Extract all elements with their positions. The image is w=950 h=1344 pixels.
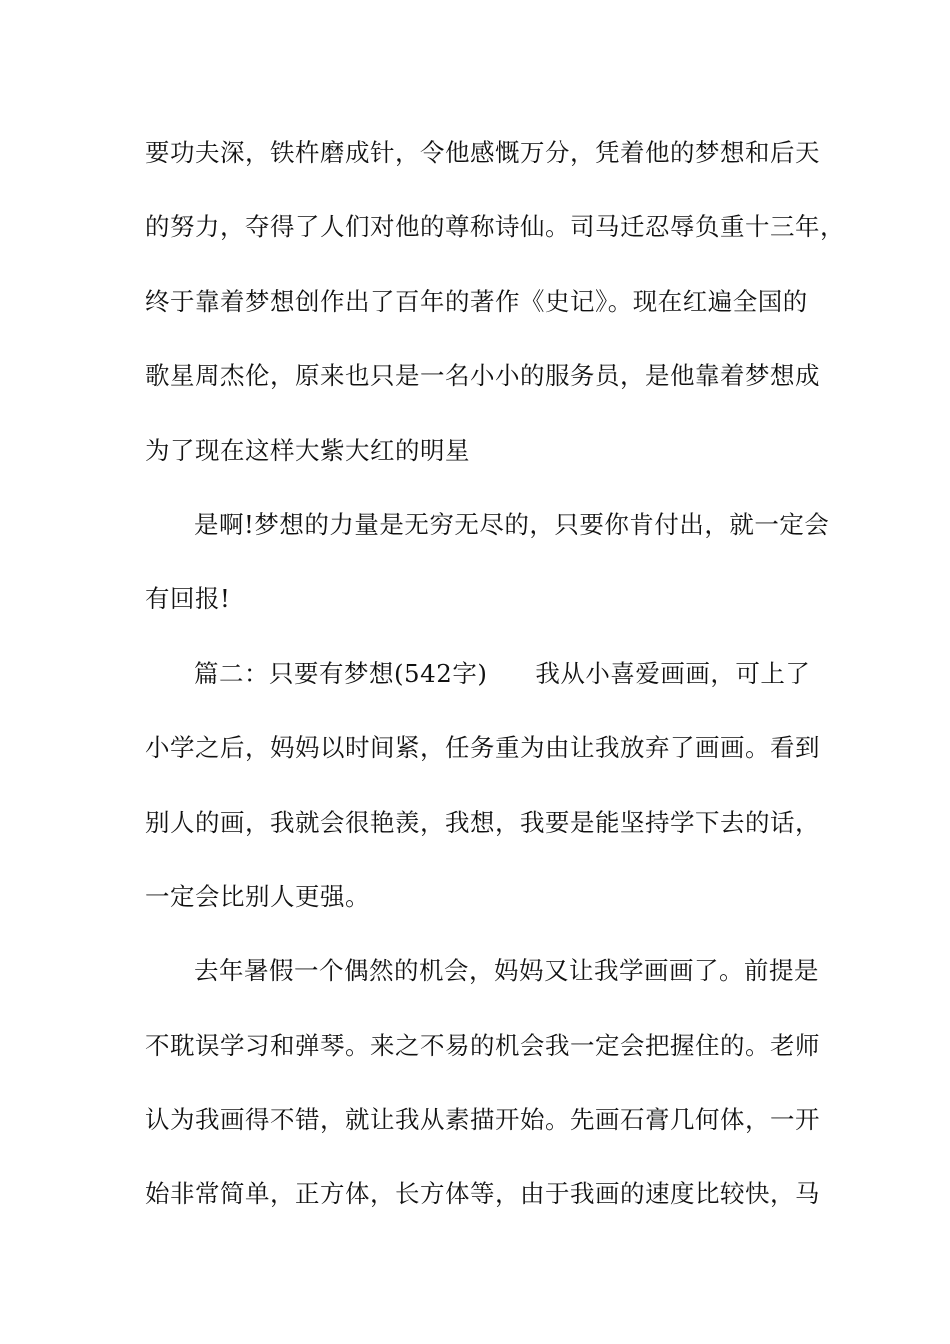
text-line: 的努力，夺得了人们对他的尊称诗仙。司马迁忍辱负重十三年，	[145, 212, 845, 242]
text-line: 认为我画得不错，就让我从素描开始。先画石膏几何体，一开	[145, 1105, 820, 1135]
text-line: 歌星周杰伦，原来也只是一名小小的服务员，是他靠着梦想成	[145, 361, 820, 391]
section-heading-line	[145, 647, 825, 721]
text-line: 为了现在这样大紫大红的明星	[145, 435, 470, 465]
text-line: 有回报!	[145, 584, 231, 614]
section-opening-text: 我从小喜爱画画，可上了	[535, 658, 811, 688]
text-line: 不耽误学习和弹琴。来之不易的机会我一定会把握住的。老师	[145, 1030, 820, 1060]
document-body	[145, 126, 845, 1242]
text-line: 一定会比别人更强。	[145, 881, 370, 911]
paragraph-start-line: 是啊!梦想的力量是无穷无尽的，只要你肯付出，就一定会	[194, 509, 830, 539]
paragraph-start-line: 去年暑假一个偶然的机会，妈妈又让我学画画了。前提是	[194, 956, 819, 986]
text-line: 终于靠着梦想创作出了百年的著作《史记》。现在红遍全国的	[145, 286, 808, 316]
text-line: 别人的画，我就会很艳羡，我想，我要是能坚持学下去的话，	[145, 807, 820, 837]
text-line: 要功夫深，铁杵磨成针，令他感慨万分，凭着他的梦想和后天	[145, 138, 820, 167]
text-line: 小学之后，妈妈以时间紧，任务重为由让我放弃了画画。看到	[145, 733, 820, 763]
section-heading: 篇二：只要有梦想(542字)	[194, 658, 488, 688]
text-line: 始非常简单，正方体，长方体等，由于我画的速度比较快，马	[145, 1179, 820, 1209]
